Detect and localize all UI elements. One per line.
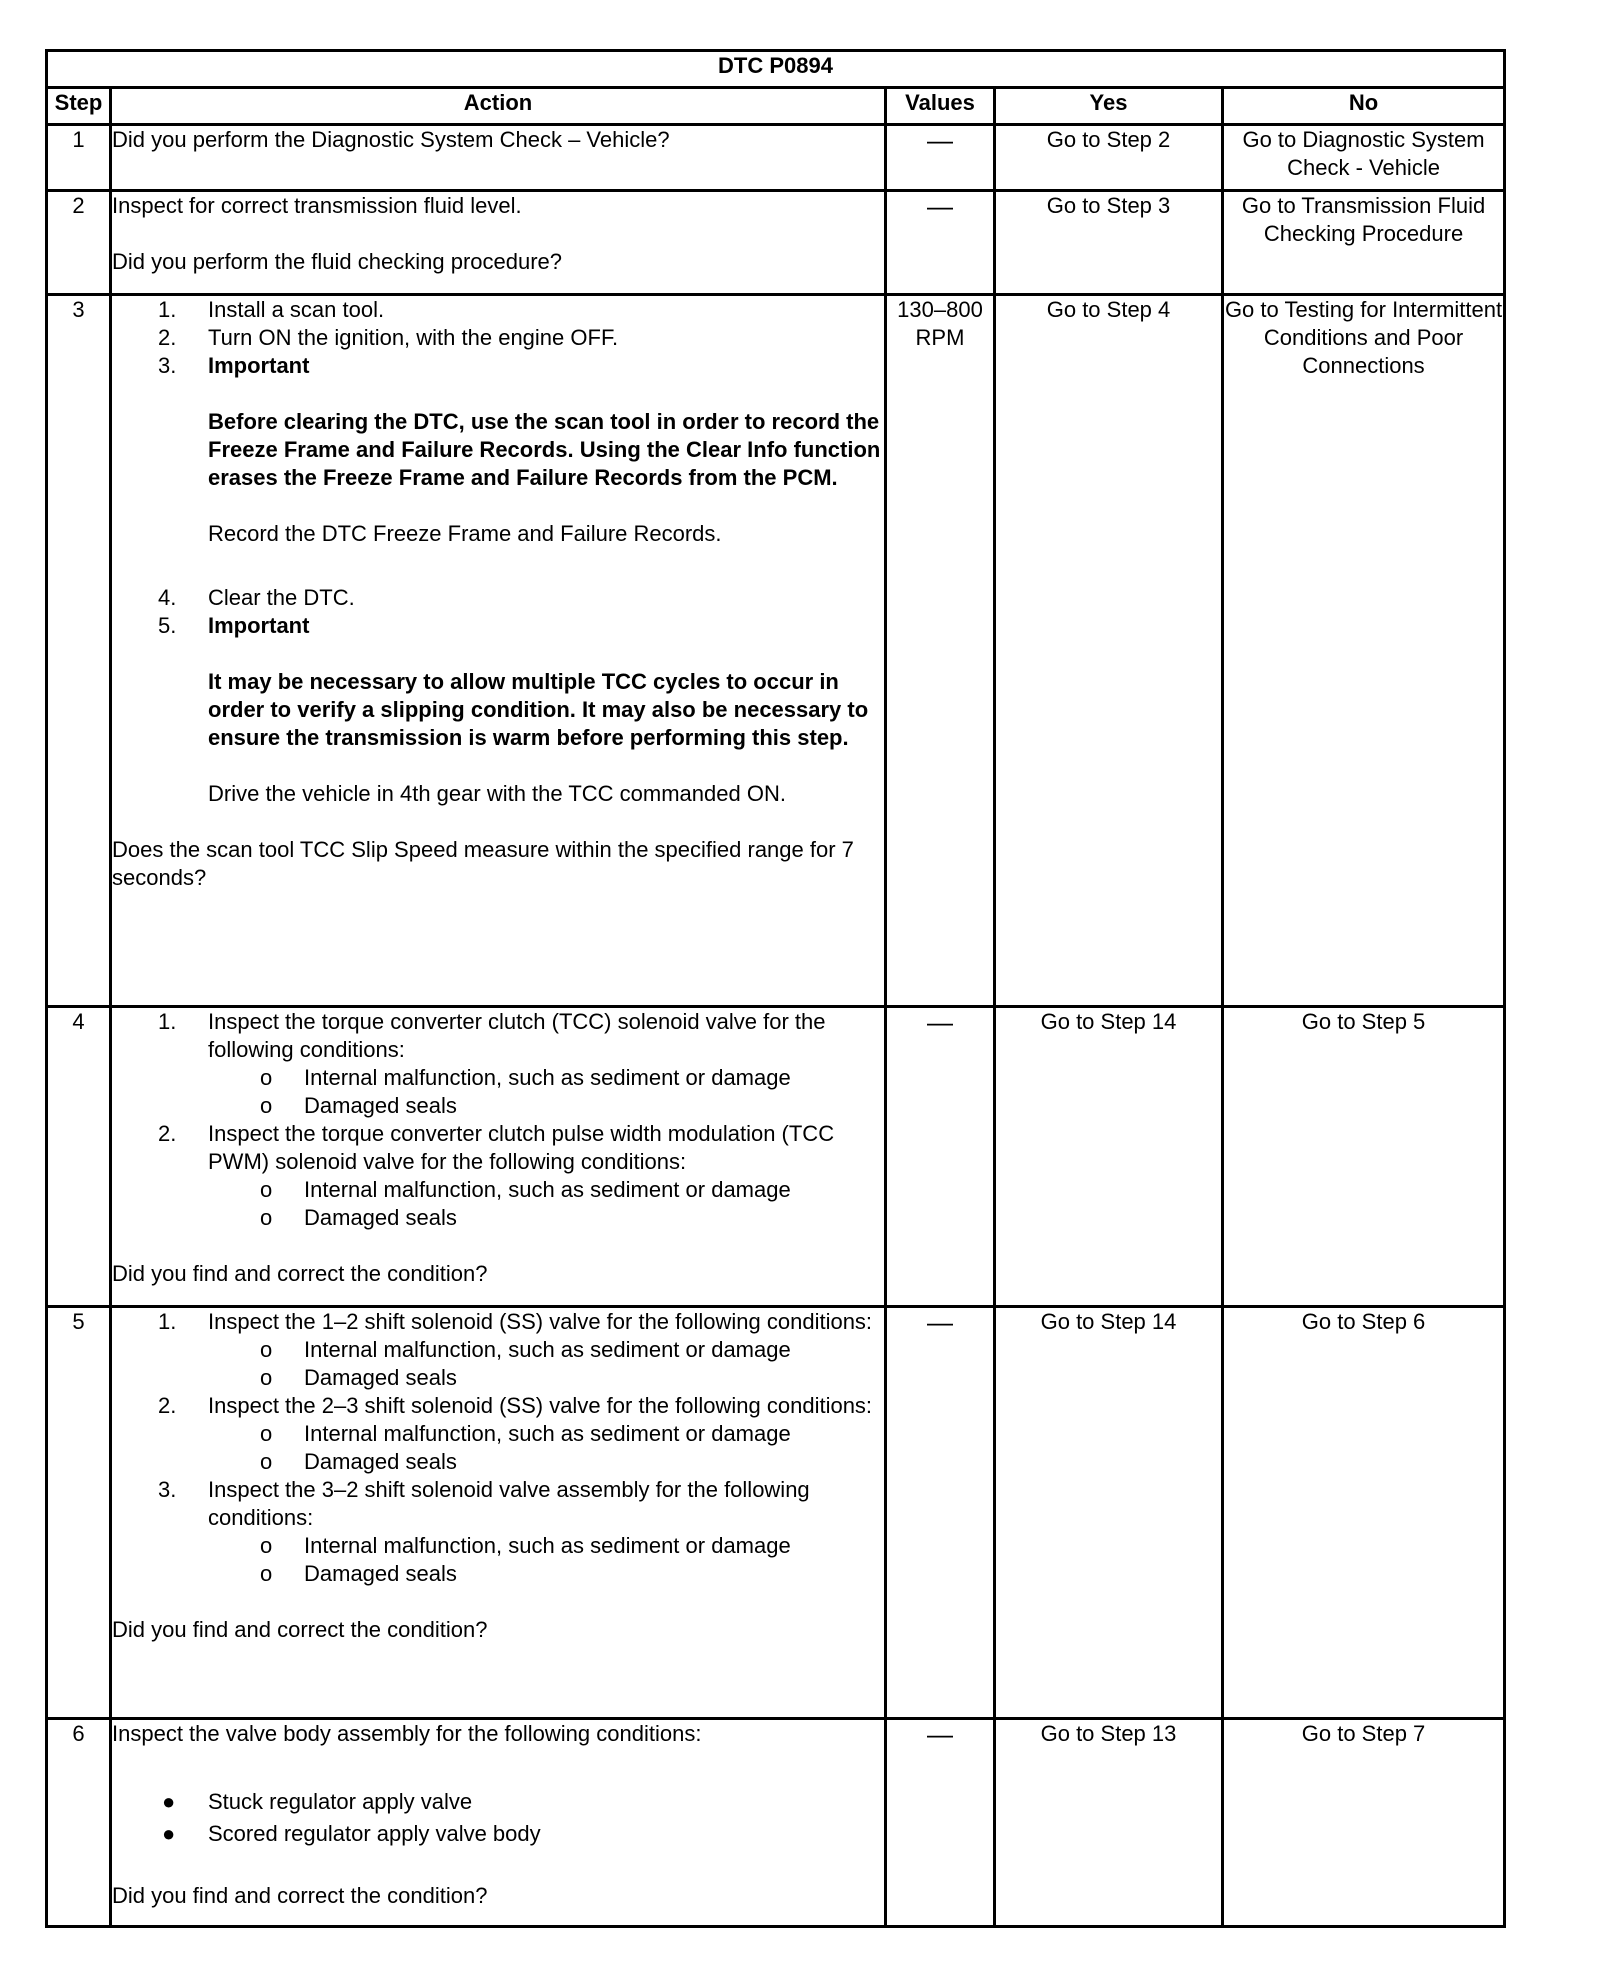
dtc-table <box>45 49 1506 1928</box>
action-text: Did you perform the Diagnostic System Check – Vehicle? <box>111 125 886 191</box>
step-number: 3 <box>47 295 111 1007</box>
table-row-step-5 <box>47 1307 1505 1719</box>
list-item: 1. Inspect the 1–2 shift solenoid (SS) valve for the following conditions: <box>158 1309 873 1334</box>
important-note: Before clearing the DTC, use the scan tool in order to record the Freeze Frame and Failure Records. Using the Clear Info function erases the Freeze Frame and Failure Records from the PCM. <box>208 409 881 490</box>
sub-item: o Damaged seals <box>260 1365 457 1390</box>
bullet-item: ● Scored regulator apply valve body <box>162 1821 541 1846</box>
list-item: 4. Clear the DTC. <box>158 585 355 610</box>
no-link[interactable]: Go to Testing for Intermittent Conditions and Poor Connections <box>1223 295 1505 1007</box>
header-action: Action <box>111 88 886 125</box>
value-dash: — <box>886 125 995 191</box>
no-link[interactable]: Go to Transmission Fluid Checking Procedure <box>1223 191 1505 295</box>
step-number: 5 <box>47 1307 111 1719</box>
bullet-item: ● Stuck regulator apply valve <box>162 1789 473 1814</box>
action-question: Did you find and correct the condition? <box>112 1883 488 1908</box>
value-dash: — <box>886 1307 995 1719</box>
table-row-step-4 <box>47 1007 1505 1307</box>
header-yes: Yes <box>995 88 1223 125</box>
header-values: Values <box>886 88 995 125</box>
yes-link[interactable]: Go to Step 14 <box>995 1007 1223 1307</box>
action-question: Does the scan tool TCC Slip Speed measure within the specified range for 7 seconds? <box>112 837 854 890</box>
header-step: Step <box>47 88 111 125</box>
value-dash: — <box>886 1719 995 1927</box>
table-title: DTC P0894 <box>47 51 1505 88</box>
no-link[interactable]: Go to Step 5 <box>1223 1007 1505 1307</box>
action-cell <box>111 1719 886 1927</box>
list-item: 2. Inspect the torque converter clutch pulse width modulation (TCC PWM) solenoid valve for the following conditions: <box>158 1121 835 1174</box>
no-link[interactable]: Go to Step 7 <box>1223 1719 1505 1927</box>
yes-link[interactable]: Go to Step 2 <box>995 125 1223 191</box>
action-question: Did you perform the fluid checking procedure? <box>112 249 563 274</box>
sub-item: o Internal malfunction, such as sediment or damage <box>260 1421 791 1446</box>
step-number: 6 <box>47 1719 111 1927</box>
table-row-step-6 <box>47 1719 1505 1927</box>
action-cell <box>111 1307 886 1719</box>
sub-item: o Internal malfunction, such as sediment or damage <box>260 1533 791 1558</box>
sub-item: o Damaged seals <box>260 1205 457 1230</box>
step-number: 1 <box>47 125 111 191</box>
action-question: Did you find and correct the condition? <box>112 1261 488 1286</box>
table-row-step-3 <box>47 295 1505 1007</box>
list-item: 2. Turn ON the ignition, with the engine OFF. <box>158 325 619 350</box>
sub-item: o Damaged seals <box>260 1561 457 1586</box>
no-link[interactable]: Go to Step 6 <box>1223 1307 1505 1719</box>
action-line: Inspect for correct transmission fluid level. <box>112 193 522 218</box>
list-item: 1. Install a scan tool. <box>158 297 385 322</box>
sub-item: o Internal malfunction, such as sediment or damage <box>260 1065 791 1090</box>
sub-item: o Internal malfunction, such as sediment or damage <box>260 1177 791 1202</box>
important-note: It may be necessary to allow multiple TCC cycles to occur in order to verify a slipping condition. It may also be necessary to ensure the transmission is warm before performing this step. <box>208 669 869 750</box>
yes-link[interactable]: Go to Step 3 <box>995 191 1223 295</box>
step-number: 2 <box>47 191 111 295</box>
important-action: Record the DTC Freeze Frame and Failure Records. <box>208 521 722 546</box>
action-cell <box>111 295 886 1007</box>
value-range: 130–800 RPM <box>886 295 995 1007</box>
no-link[interactable]: Go to Diagnostic System Check - Vehicle <box>1223 125 1505 191</box>
yes-link[interactable]: Go to Step 13 <box>995 1719 1223 1927</box>
header-no: No <box>1223 88 1505 125</box>
action-question: Did you find and correct the condition? <box>112 1617 488 1642</box>
list-item: 1. Inspect the torque converter clutch (TCC) solenoid valve for the following conditions: <box>158 1009 826 1062</box>
value-dash: — <box>886 191 995 295</box>
sub-item: o Damaged seals <box>260 1449 457 1474</box>
important-action: Drive the vehicle in 4th gear with the TCC commanded ON. <box>208 781 786 806</box>
action-cell <box>111 1007 886 1307</box>
list-item: 2. Inspect the 2–3 shift solenoid (SS) valve for the following conditions: <box>158 1393 873 1418</box>
yes-link[interactable]: Go to Step 4 <box>995 295 1223 1007</box>
list-item: 5. Important <box>158 613 310 638</box>
list-item: 3. Important <box>158 353 310 378</box>
yes-link[interactable]: Go to Step 14 <box>995 1307 1223 1719</box>
step-number: 4 <box>47 1007 111 1307</box>
action-cell <box>111 191 886 295</box>
table-row-step-2 <box>47 191 1505 295</box>
value-dash: — <box>886 1007 995 1307</box>
table-row-step-1 <box>47 125 1505 191</box>
sub-item: o Damaged seals <box>260 1093 457 1118</box>
list-item: 3. Inspect the 3–2 shift solenoid valve assembly for the following conditions: <box>158 1477 810 1530</box>
action-line: Inspect the valve body assembly for the following conditions: <box>112 1721 702 1746</box>
sub-item: o Internal malfunction, such as sediment or damage <box>260 1337 791 1362</box>
